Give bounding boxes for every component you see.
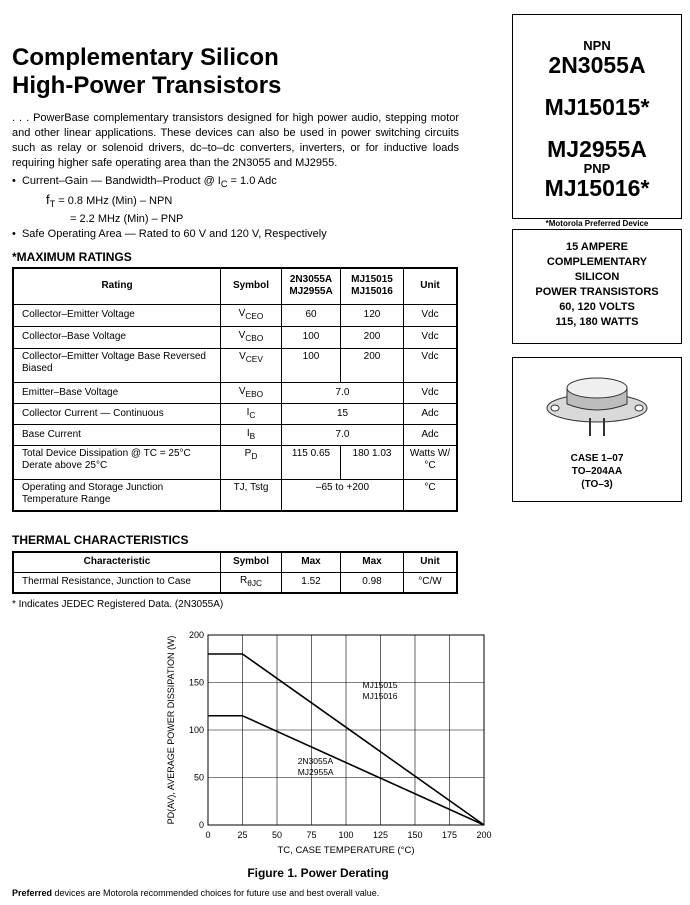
y-tick-label: 200 [188, 630, 204, 640]
col-mj15015: MJ15015 MJ15016 [341, 268, 404, 304]
col-unit: Unit [404, 268, 458, 304]
table-row: Thermal Resistance, Junction to Case $R_{\theta JC}$ 1.52 0.98 °C/W [13, 572, 457, 593]
x-tick-label: 100 [338, 830, 354, 840]
case-box [512, 357, 682, 502]
bullet-gain: • Current–Gain — Bandwidth–Product @ $I_C = 1.0$ Adc [12, 175, 277, 190]
series-label: MJ2955A [297, 767, 334, 778]
y-axis-label: PD(AV), AVERAGE POWER DISSIPATION (W) [166, 635, 176, 825]
thermal-table [12, 551, 458, 594]
col-max-1: Max [282, 552, 341, 572]
pnp-label: PNP [583, 161, 611, 176]
title-line-1: Complementary Silicon [12, 44, 279, 71]
x-tick-label: 125 [372, 830, 389, 840]
y-tick-label: 50 [193, 772, 204, 783]
x-tick-label: 0 [205, 830, 211, 840]
power-derating-chart [160, 625, 500, 861]
series-label: MJ15016 [362, 691, 398, 702]
jedec-note: * Indicates JEDEC Registered Data. (2N3055A) [12, 599, 224, 610]
spec-line: 115, 180 WATTS [555, 316, 639, 328]
table-row: Operating and Storage Junction Temperature Range TJ, Tstg –65 to +200 °C [13, 479, 457, 511]
table-row: Collector–Emitter Voltage Base Reversed Biased $V_{CEV}$ 100 200 Vdc [13, 348, 457, 382]
spec-line: 15 AMPERE [566, 241, 628, 253]
device-mj2955a: MJ2955A [547, 136, 647, 162]
x-tick-label: 75 [306, 830, 317, 840]
preferred-device-note: *Motorola Preferred Device [545, 219, 649, 228]
y-tick-label: 0 [198, 820, 204, 830]
x-tick-label: 150 [407, 830, 423, 840]
series-label: 2N3055A [297, 756, 334, 767]
figure-caption: Figure 1. Power Derating [247, 866, 389, 880]
x-tick-label: 200 [476, 830, 492, 840]
bullet-ft-npn: $f_T = 0.8$ MHz (Min) – NPN [46, 192, 173, 210]
bullet-ft-pnp: = 2.2 MHz (Min) – PNP [70, 213, 184, 226]
npn-label: NPN [583, 38, 611, 53]
col-symbol: Symbol [221, 268, 282, 304]
spec-line: SILICON [574, 271, 620, 283]
col-max-2: Max [341, 552, 404, 572]
device-2n3055a: 2N3055A [548, 52, 646, 78]
y-tick-label: 150 [188, 677, 204, 688]
max-ratings-table [12, 267, 458, 512]
col-characteristic: Characteristic [13, 552, 221, 572]
col-thermal-symbol: Symbol [221, 552, 282, 572]
case-line: (TO–3) [581, 479, 613, 490]
table-row: Collector Current — Continuous $I_C$ 15 Adc [13, 403, 457, 424]
device-mj15016: MJ15016* [544, 175, 650, 201]
x-tick-label: 25 [237, 830, 248, 840]
col-rating: Rating [13, 268, 221, 304]
thermal-heading: THERMAL CHARACTERISTICS [12, 533, 189, 547]
page-title [12, 44, 281, 100]
y-tick-label: 100 [188, 725, 204, 735]
case-line: TO–204AA [571, 466, 623, 477]
spec-line: POWER TRANSISTORS [535, 286, 659, 298]
footer-note: Preferred devices are Motorola recommended choices for future use and best overall value. [12, 888, 380, 898]
spec-line: 60, 120 VOLTS [559, 301, 635, 313]
col-thermal-unit: Unit [404, 552, 458, 572]
col-2n3055a: 2N3055A MJ2955A [282, 268, 341, 304]
title-line-2: High-Power Transistors [12, 72, 282, 99]
x-axis-label: TC, CASE TEMPERATURE (°C) [277, 845, 415, 856]
intro-paragraph: . . . PowerBase complementary transistors designed for high power audio, stepping motor and other linear applications. These devices can also be used in power switching circuits such as relay or solenoid drivers, dc–to–dc converters, inverters, or for inductive loads requiring higher safe operating area than the 2N3055 and MJ2955. [12, 112, 459, 169]
bullet-soa: • Safe Operating Area — Rated to 60 V and 120 V, Respectively [12, 228, 327, 241]
x-tick-label: 50 [271, 830, 283, 840]
table-row: Emitter–Base Voltage $V_{EBO}$ 7.0 Vdc [13, 382, 457, 403]
table-row: Total Device Dissipation @ TC = 25°C Derate above 25°C $P_D$ 115 0.65 180 1.03 Watts W/°C [13, 445, 457, 479]
device-mj15015: MJ15015* [544, 94, 650, 120]
table-row: Base Current $I_B$ 7.0 Adc [13, 424, 457, 445]
spec-box [512, 229, 682, 344]
table-row: Collector–Base Voltage $V_{CBO}$ 100 200 Vdc [13, 326, 457, 348]
table-row: Collector–Emitter Voltage $V_{CEO}$ 60 120 Vdc [13, 304, 457, 326]
to3-package-image [542, 368, 652, 438]
x-tick-label: 175 [441, 830, 458, 840]
feature-list [12, 174, 459, 242]
device-box [512, 14, 682, 219]
max-ratings-heading: *MAXIMUM RATINGS [12, 250, 132, 264]
case-line: CASE 1–07 [570, 453, 624, 464]
series-label: MJ15015 [362, 680, 398, 691]
spec-line: COMPLEMENTARY [546, 256, 648, 268]
